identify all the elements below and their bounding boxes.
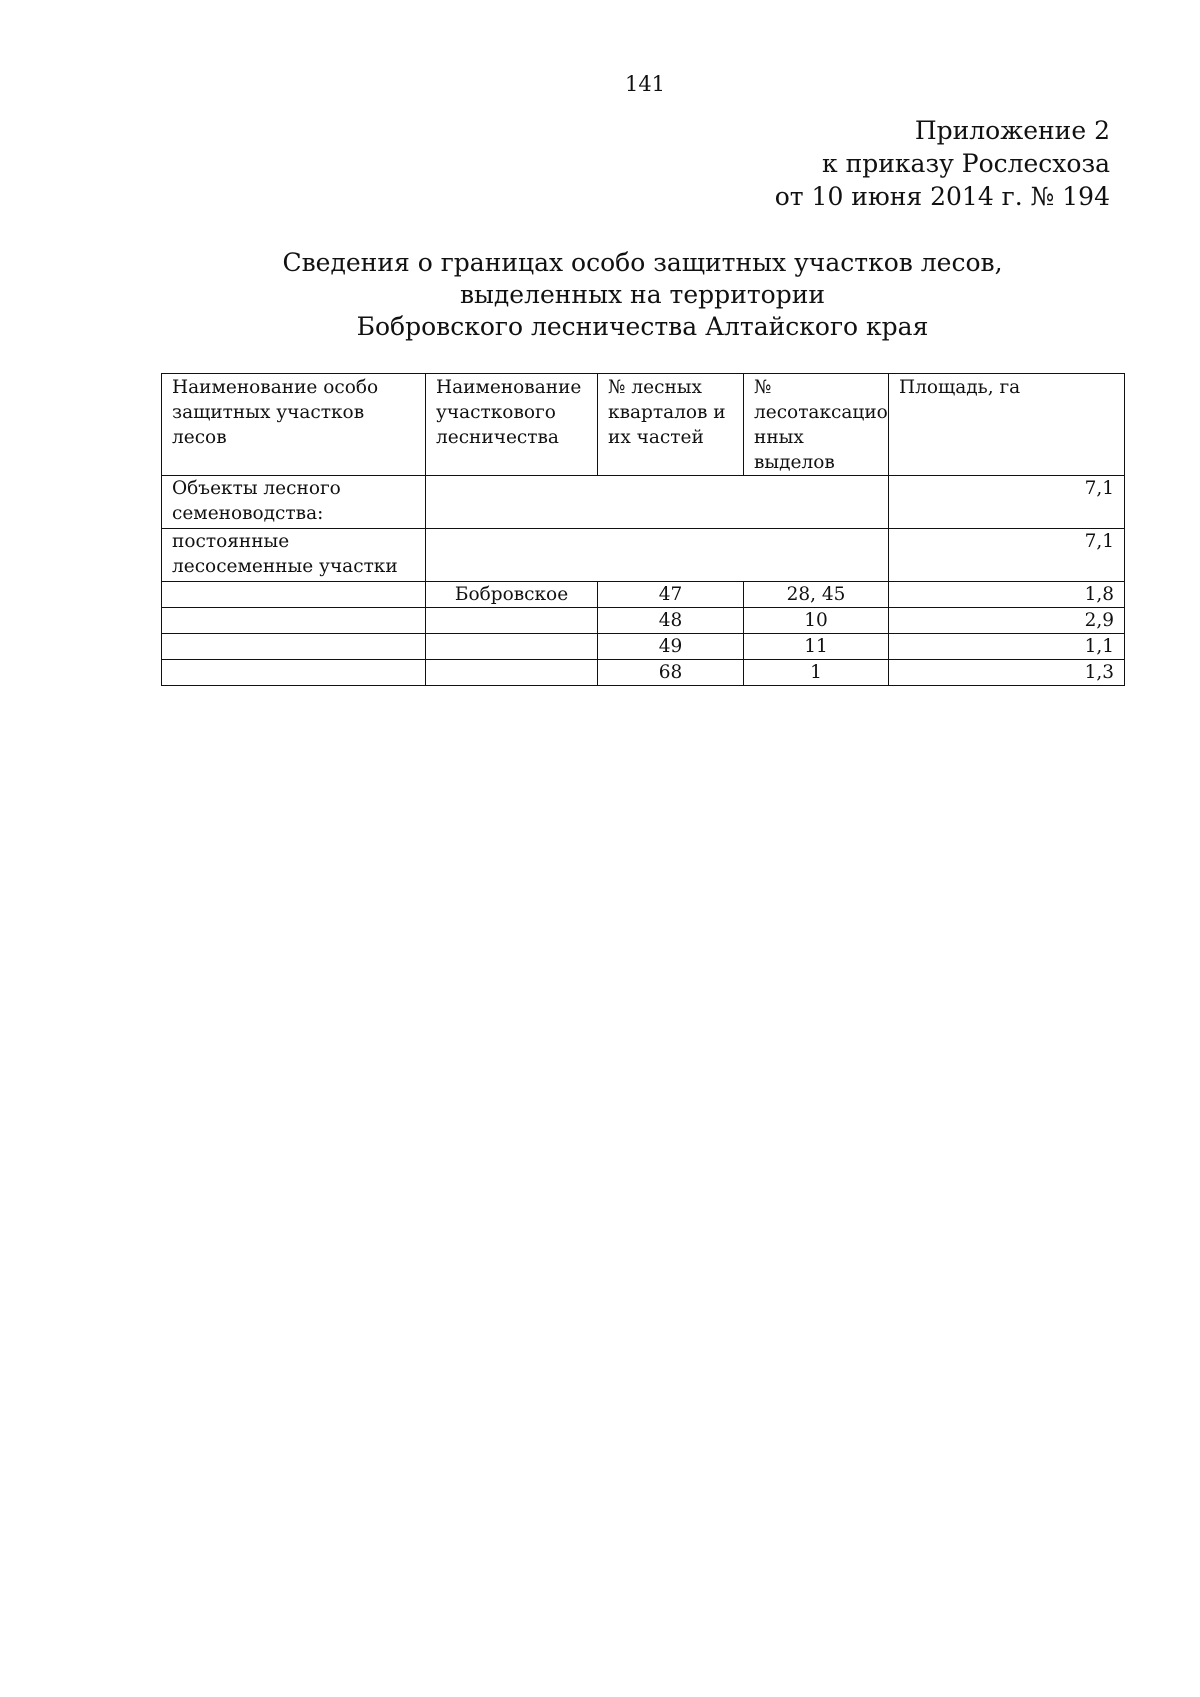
table-group-row (162, 476, 1125, 529)
cell-forestry (426, 660, 598, 686)
header-quarters: № лесных кварталов и их частей (598, 374, 744, 476)
cell-area-name (162, 608, 426, 634)
cell-quarter: 47 (598, 582, 744, 608)
table-row (162, 634, 1125, 660)
table-header-row (162, 374, 1125, 476)
group-name: Объекты лесного семеноводства: (162, 476, 426, 529)
cell-plots: 28, 45 (744, 582, 889, 608)
table-row (162, 660, 1125, 686)
appendix-reference (775, 114, 1110, 213)
cell-quarter: 48 (598, 608, 744, 634)
group-area: 7,1 (889, 529, 1125, 582)
merged-empty-cell (426, 476, 889, 529)
header-plots: № лесотаксацио нных выделов (744, 374, 889, 476)
cell-plots: 11 (744, 634, 889, 660)
document-title (160, 247, 1125, 343)
header-area: Площадь, га (889, 374, 1125, 476)
group-area: 7,1 (889, 476, 1125, 529)
page-number: 141 (624, 72, 666, 96)
cell-area: 1,3 (889, 660, 1125, 686)
title-line-2: выделенных на территории (459, 280, 826, 309)
cell-forestry (426, 608, 598, 634)
appendix-line-2: к приказу Рослесхоза (822, 149, 1110, 178)
cell-area: 1,8 (889, 582, 1125, 608)
cell-forestry: Бобровское (426, 582, 598, 608)
protected-areas-table (161, 373, 1125, 686)
header-forestry: Наименование участкового лесничества (426, 374, 598, 476)
appendix-line-3: от 10 июня 2014 г. № 194 (774, 182, 1110, 211)
table-row (162, 582, 1125, 608)
cell-area: 2,9 (889, 608, 1125, 634)
table-row (162, 608, 1125, 634)
group-name: постоянные лесосеменные участки (162, 529, 426, 582)
appendix-line-1: Приложение 2 (914, 116, 1110, 145)
cell-area-name (162, 634, 426, 660)
title-line-3: Бобровского лесничества Алтайского края (356, 312, 929, 341)
cell-quarter: 68 (598, 660, 744, 686)
header-area-name: Наименование особо защитных участков лесов (162, 374, 426, 476)
cell-area-name (162, 660, 426, 686)
cell-plots: 1 (744, 660, 889, 686)
table-group-row (162, 529, 1125, 582)
cell-area-name (162, 582, 426, 608)
merged-empty-cell (426, 529, 889, 582)
cell-plots: 10 (744, 608, 889, 634)
cell-forestry (426, 634, 598, 660)
cell-area: 1,1 (889, 634, 1125, 660)
title-line-1: Сведения о границах особо защитных участков лесов, (282, 248, 1003, 277)
cell-quarter: 49 (598, 634, 744, 660)
